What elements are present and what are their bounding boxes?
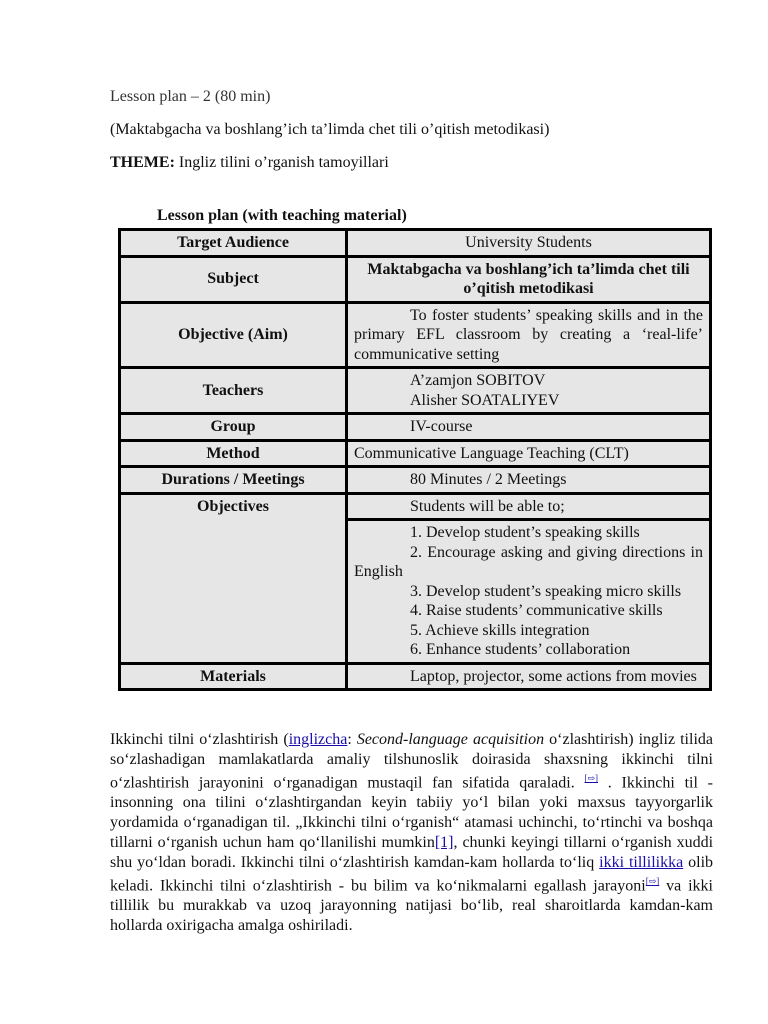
table-row [120,493,711,520]
list-item: 1. Develop student’s speaking skills [410,524,640,541]
durations-value: 80 Minutes / 2 Meetings [347,467,711,494]
list-item: 2. Encourage asking and giving directions in English [354,543,703,580]
footnote-link[interactable]: [1] [434,833,454,851]
paragraph-text: o‘zlashtirish) ingliz tilida so‘zlashadigan mamlakatlarda amaliy tilshunoslik doirasida shaxsning ikkinchi tilni o‘zlashtirish jarayonini o‘rganadigan mustaqil fan sifatida qaraladi. [110,731,713,792]
objectives-label: Objectives [120,493,347,663]
paragraph-text: va ikki tillilik bu murakkab va uzoq jarayonning natijasi bo‘lib, real sharoitlarda kamdan-kam hollarda oxirigacha amalga oshiriladi. [110,877,714,934]
table-row [120,414,711,441]
reference-link[interactable]: [⇨] [645,876,660,887]
teachers-label: Teachers [120,368,347,414]
objectives-list [347,520,711,664]
target-audience-value: University Students [347,230,711,257]
body-paragraph [110,730,713,936]
list-item: 5. Achieve skills integration [410,621,590,639]
reference-link[interactable]: [⇨] [584,773,599,784]
theme-line [110,154,389,172]
teacher-name: Alisher SOATALIYEV [410,391,560,409]
table-row [120,440,711,467]
teachers-value [347,368,711,414]
table-row [120,368,711,414]
target-audience-label: Target Audience [120,230,347,257]
objectives-intro: Students will be able to; [347,493,711,520]
paragraph-text: : [347,731,357,748]
materials-label: Materials [120,663,347,690]
table-row [120,302,711,368]
link-ikki-tillilikka[interactable]: ikki tillilikka [599,853,684,871]
list-item: 6. Enhance students’ collaboration [410,641,631,658]
theme-text: Ingliz tilini o’rganish tamoyillari [174,154,389,171]
theme-label: THEME: [110,154,175,171]
table-row [120,256,711,302]
paragraph-text: . Ikkinchi til - insonning ona tilini o‘zlashtirgandan keyin tabiiy yo‘l bilan yoki maxsus tayyorgarlik yordamida o‘rganadigan til. „Ikkinchi tilni o‘rganish“ atamasi uchinchi, to‘rtinchi va boshqa tillarni o‘rganish uchun ham qo‘llanilishi mumkin [110,774,714,851]
paragraph-text: Ikkinchi tilni o‘zlashtirish ( [110,731,289,748]
paragraph-text: olib keladi. Ikkinchi tilni o‘zlashtirish - bu bilim va ko‘nikmalarni egallash jarayoni [110,853,714,895]
materials-value: Laptop, projector, some actions from movies [347,663,711,690]
objective-label: Objective (Aim) [120,302,347,368]
table-row [120,230,711,257]
paragraph-text: , chunki keyingi tillarni o‘rganish xuddi shu yo‘ldan boradi. Ikkinchi tilni o‘zlashtirish kamdan-kam hollarda to‘liq [110,833,714,871]
list-item: 3. Develop student’s speaking micro skills [410,582,682,600]
table-row [120,663,711,690]
link-inglizcha[interactable]: inglizcha [288,731,348,748]
subject-value: Maktabgacha va boshlang’ich ta’limda chet tili o’qitish metodikasi [347,256,711,302]
table-row [120,467,711,494]
method-value: Communicative Language Teaching (CLT) [347,440,711,467]
table-caption: Lesson plan (with teaching material) [157,207,407,224]
lesson-plan-table [118,228,712,691]
lesson-plan-title: Lesson plan – 2 (80 min) [110,88,271,105]
method-label: Method [120,440,347,467]
group-label: Group [120,414,347,441]
objective-value: To foster students’ speaking skills and in the primary EFL classroom by creating a ‘real-life’ communicative setting [347,302,711,368]
group-value: IV-course [347,414,711,441]
course-subtitle: (Maktabgacha va boshlang’ich ta’limda chet tili o’qitish metodikasi) [110,121,550,138]
subject-label: Subject [120,256,347,302]
teacher-name: A’zamjon SOBITOV [410,372,546,389]
durations-label: Durations / Meetings [120,467,347,494]
term-text: Second-language acquisition [356,731,545,748]
list-item: 4. Raise students’ communicative skills [410,602,663,619]
